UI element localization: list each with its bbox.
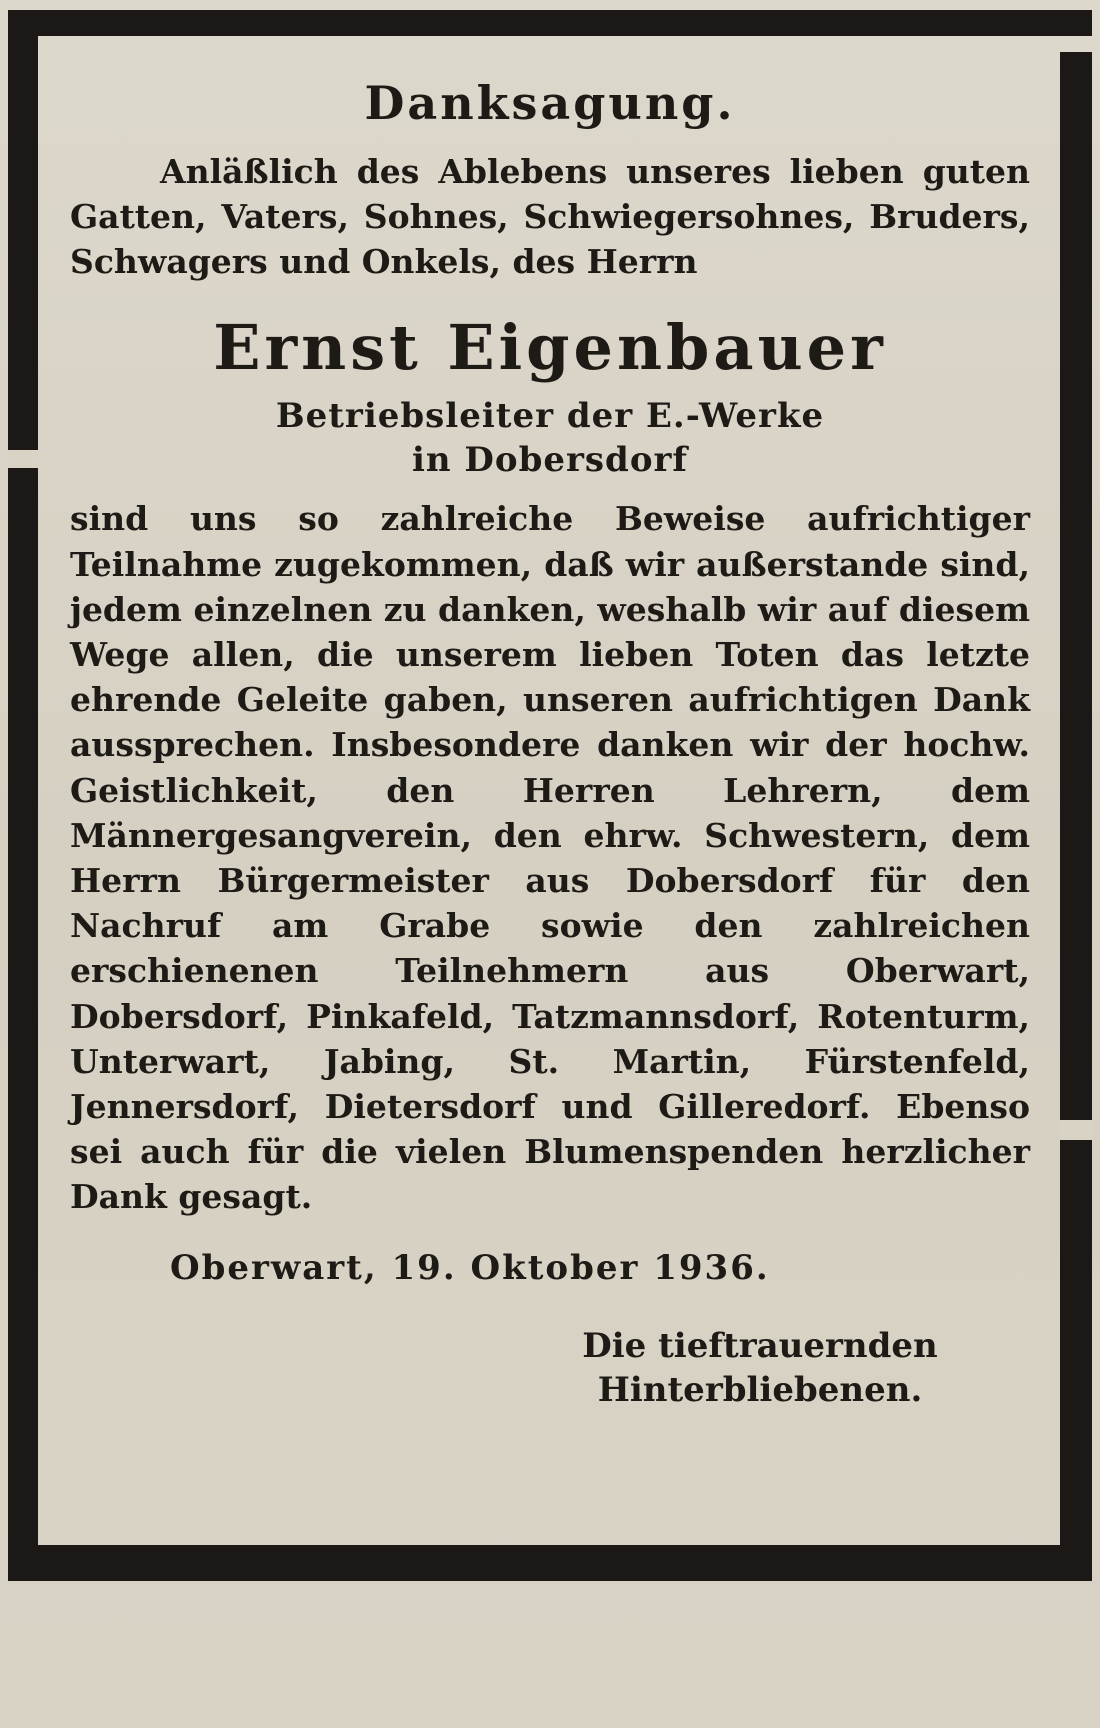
border-rule-left-gap [8, 450, 38, 468]
obituary-notice [70, 60, 1030, 1530]
signature [540, 1324, 980, 1412]
border-rule-right [1060, 52, 1092, 1545]
signature-line-2: Hinterbliebenen. [597, 1369, 923, 1410]
signature-line-1: Die tieftrauernden [582, 1325, 938, 1366]
place-date: Oberwart, 19. Oktober 1936. [170, 1247, 770, 1288]
role-line-2: in Dobersdorf [411, 440, 689, 481]
notice-headline: Danksagung. [364, 76, 736, 130]
notice-intro: Anläßlich des Ablebens unseres lieben guten Gatten, Vaters, Sohnes, Schwiegersohnes, Bruders, Schwagers und Onkels, des Herrn [70, 152, 1030, 282]
border-rule-top [8, 10, 1092, 36]
notice-body: sind uns so zahlreiche Beweise aufrichtiger Teilnahme zugekommen, daß wir außerstande sind, jedem einzelnen zu danken, weshalb wir auf diesem Wege allen, die unserem lieben Toten das letzte ehrende Geleite gaben, unseren aufrichtigen Dank aussprechen. Insbesondere danken wir der hochw. Geistlichkeit, den Herren Lehrern, dem Männergesangverein, den ehrw. Schwestern, dem Herrn Bürgermeister aus Dobersdorf für den Nachruf am Grabe sowie den zahlreichen erschienenen Teilnehmern aus Oberwart, Dobersdorf, Pinkafeld, Tatzmannsdorf, Rotenturm, Unterwart, Jabing, St. Martin, Fürstenfeld, Jennersdorf, Dietersdorf und Gilleredorf. Ebenso sei auch für die vielen Blumenspenden herzlicher Dank gesagt. [70, 499, 1030, 1217]
role-line-1: Betriebsleiter der E.-Werke [275, 396, 825, 437]
border-rule-left [8, 36, 38, 1545]
deceased-name: Ernst Eigenbauer [213, 311, 887, 385]
border-rule-bottom [8, 1545, 1092, 1581]
border-rule-right-gap [1060, 1120, 1092, 1140]
deceased-role [70, 394, 1030, 482]
